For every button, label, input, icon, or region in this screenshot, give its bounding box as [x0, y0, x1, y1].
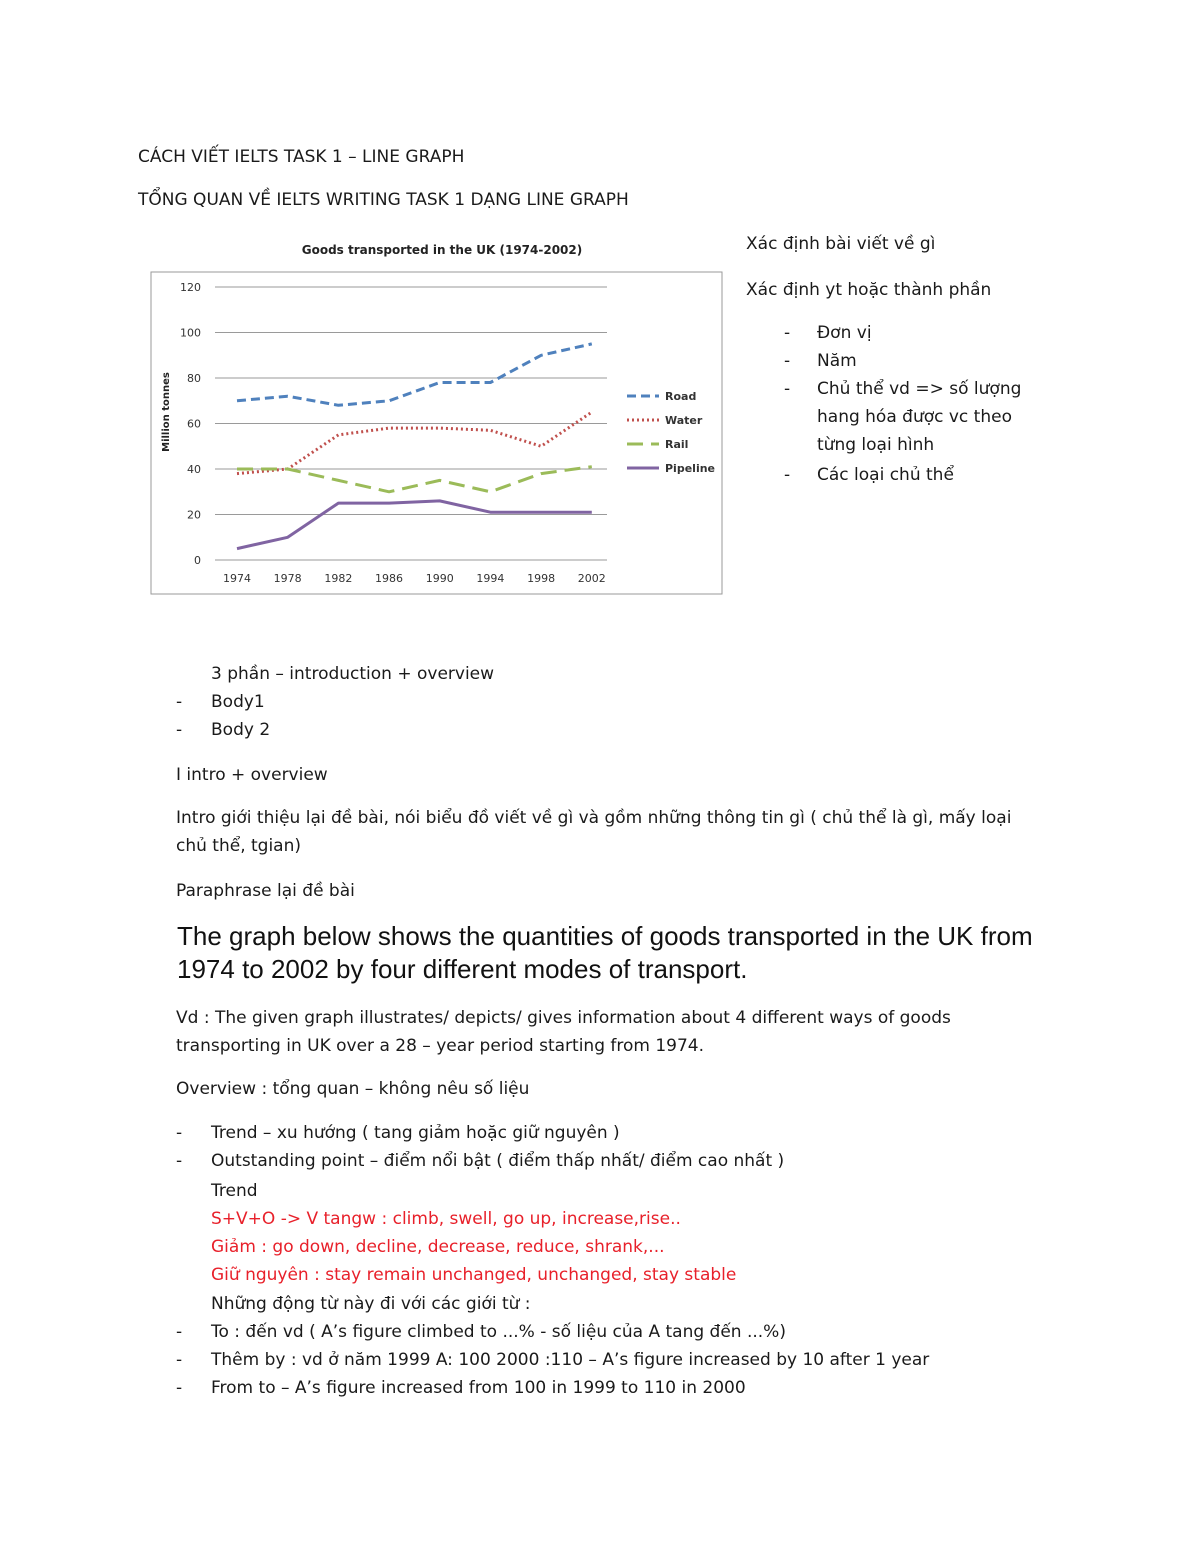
overview-label: Overview : tổng quan – không nêu số liệu: [176, 1079, 530, 1099]
task-prompt: The graph below shows the quantities of goods transported in the UK from: [177, 921, 1033, 951]
x-tick-label: 1986: [375, 572, 404, 585]
bullet-dash: -: [176, 1350, 183, 1370]
bullet-dash: -: [784, 379, 791, 399]
legend-label-road: Road: [665, 390, 697, 403]
prep-bullet: From to – A’s figure increased from 100 in 1999 to 110 in 2000: [211, 1378, 746, 1398]
x-tick-label: 1982: [324, 572, 353, 585]
overview-bullet: Trend – xu hướng ( tang giảm hoặc giữ nguyên ): [211, 1123, 620, 1143]
intro-heading: I intro + overview: [176, 765, 328, 785]
note-bullet: Năm: [817, 351, 857, 371]
prepositions-note: Những động từ này đi với các giới từ :: [211, 1294, 531, 1314]
intro-text-continuation: chủ thể, tgian): [176, 836, 302, 856]
y-axis-label: Million tonnes: [161, 372, 172, 452]
bullet-dash: -: [176, 1123, 183, 1143]
overview-bullet: Outstanding point – điểm nổi bật ( điểm thấp nhất/ điểm cao nhất ): [211, 1151, 785, 1171]
task-prompt-continuation: 1974 to 2002 by four different modes of transport.: [177, 954, 748, 984]
line-chart: [145, 232, 730, 602]
chart-title: Goods transported in the UK (1974-2002): [301, 243, 583, 257]
intro-text: Intro giới thiệu lại đề bài, nói biểu đồ viết về gì và gồm những thông tin gì ( chủ thể là gì, mấy loại: [176, 808, 1012, 828]
x-tick-label: 2002: [577, 572, 606, 585]
bullet-dash: -: [784, 465, 791, 485]
prep-bullet: Thêm by : vd ở năm 1999 A: 100 2000 :110 – A’s figure increased by 10 after 1 year: [211, 1350, 930, 1370]
x-tick-label: 1994: [476, 572, 505, 585]
legend-label-pipeline: Pipeline: [665, 462, 715, 475]
bullet-dash: -: [176, 1378, 183, 1398]
x-tick-label: 1998: [527, 572, 556, 585]
x-tick-label: 1990: [425, 572, 454, 585]
trend-label: Trend: [211, 1181, 258, 1201]
paraphrase-label: Paraphrase lại đề bài: [176, 881, 355, 901]
x-tick-label: 1974: [223, 572, 251, 585]
vocab-increase: S+V+O -> V tangw : climb, swell, go up, increase,rise..: [211, 1209, 681, 1229]
example-sentence-continuation: transporting in UK over a 28 – year period starting from 1974.: [176, 1036, 705, 1056]
y-tick-label: 20: [187, 508, 201, 522]
bullet-dash: -: [784, 351, 791, 371]
y-tick-label: 80: [187, 372, 201, 385]
bullet-dash: -: [176, 1151, 183, 1171]
bullet-dash: -: [176, 1322, 183, 1342]
plot-frame: [151, 272, 722, 594]
prep-bullet: To : đến vd ( A’s figure climbed to ...% - số liệu của A tang đến ...%): [211, 1322, 786, 1342]
y-tick-label: 0: [194, 554, 201, 567]
note-bullet: Chủ thể vd => số lượng: [817, 379, 1022, 399]
y-tick-label: 40: [187, 463, 201, 476]
note-bullet: Các loại chủ thể: [817, 465, 954, 485]
structure-line: 3 phần – introduction + overview: [211, 664, 495, 684]
x-tick-label: 1978: [273, 572, 302, 585]
y-tick-label: 120: [180, 281, 201, 294]
note-bullet: Đơn vị: [817, 323, 872, 343]
note-components: Xác định yt hoặc thành phần: [746, 280, 992, 300]
note-topic: Xác định bài viết về gì: [746, 234, 936, 254]
note-bullet-continuation: từng loại hình: [817, 435, 935, 455]
structure-bullet: Body1: [211, 692, 265, 712]
legend-label-water: Water: [665, 414, 703, 427]
structure-bullet: Body 2: [211, 720, 271, 740]
vocab-unchanged: Giữ nguyên : stay remain unchanged, unchanged, stay stable: [211, 1265, 737, 1285]
bullet-dash: -: [784, 323, 791, 343]
example-sentence: Vd : The given graph illustrates/ depicts/ gives information about 4 different ways of goods: [176, 1008, 951, 1028]
legend-label-rail: Rail: [665, 438, 689, 451]
y-tick-label: 60: [187, 417, 201, 431]
y-tick-label: 100: [180, 326, 201, 340]
document-subheading: TỔNG QUAN VỀ IELTS WRITING TASK 1 DẠNG LINE GRAPH: [138, 190, 629, 210]
note-bullet-continuation: hang hóa được vc theo: [817, 407, 1012, 427]
bullet-dash: -: [176, 720, 183, 740]
vocab-decrease: Giảm : go down, decline, decrease, reduce, shrank,...: [211, 1237, 665, 1257]
bullet-dash: -: [176, 692, 183, 712]
document-heading: CÁCH VIẾT IELTS TASK 1 – LINE GRAPH: [138, 147, 465, 167]
